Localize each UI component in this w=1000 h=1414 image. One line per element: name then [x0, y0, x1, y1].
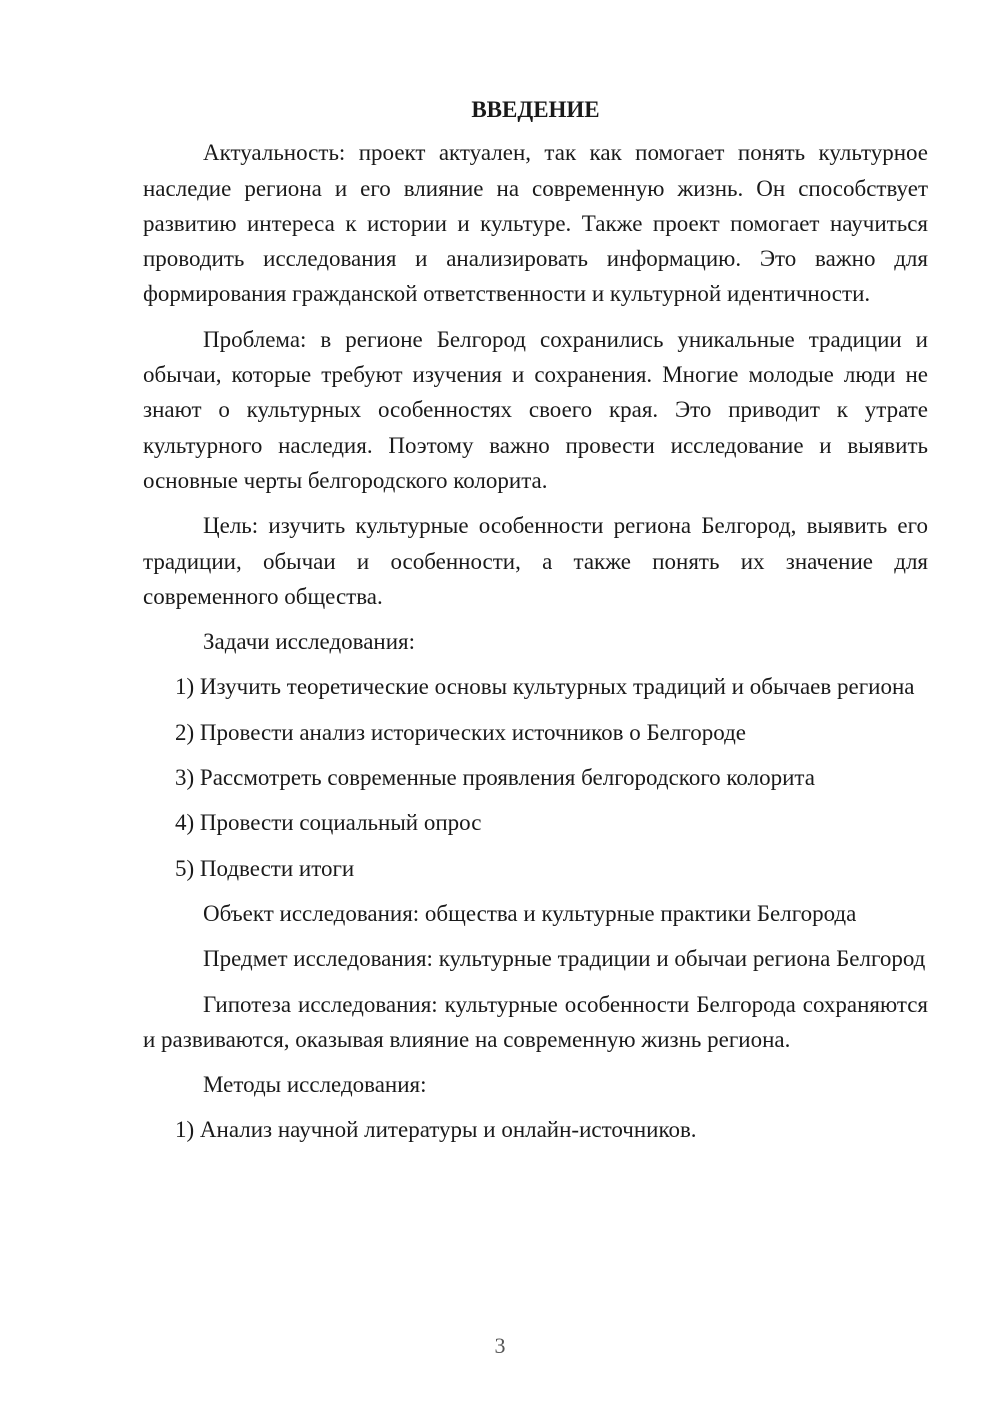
- relevance-paragraph: Актуальность: проект актуален, так как помогает понять культурное наследие региона и его влияние на современную жизнь. Он способствует развитию интереса к истории и культуре. Также проект помогает научиться проводить исследования и анализировать информацию. Это важно для формирования гражданской ответственности и культурной идентичности.: [143, 140, 928, 307]
- document-page: [143, 92, 928, 1158]
- section-title: ВВЕДЕНИЕ: [471, 97, 600, 122]
- task-item-5: 5) Подвести итоги: [175, 855, 355, 881]
- method-item-1: 1) Анализ научной литературы и онлайн-источников.: [175, 1117, 697, 1143]
- problem-paragraph: Проблема: в регионе Белгород сохранились уникальные традиции и обычаи, которые требуют изучения и сохранения. Многие молодые люди не знают о культурных особенностях своего края. Это приводит к утрате культурного наследия. Поэтому важно провести исследование и выявить основные черты белгородского колорита.: [143, 326, 928, 493]
- hypothesis-paragraph: Гипотеза исследования: культурные особенности Белгорода сохраняются и развиваются, оказывая влияние на современную жизнь региона.: [143, 991, 928, 1052]
- task-item-1: 1) Изучить теоретические основы культурных традиций и обычаев региона: [175, 674, 915, 700]
- task-item-3: 3) Рассмотреть современные проявления белгородского колорита: [175, 765, 815, 791]
- methods-heading: Методы исследования:: [203, 1072, 427, 1098]
- object-paragraph: Объект исследования: общества и культурные практики Белгорода: [203, 900, 857, 926]
- goal-paragraph: Цель: изучить культурные особенности региона Белгород, выявить его традиции, обычаи и особенности, а также понять их значение для современного общества.: [143, 513, 928, 609]
- page-number: 3: [494, 1333, 506, 1358]
- task-item-2: 2) Провести анализ исторических источников о Белгороде: [175, 719, 746, 745]
- task-item-4: 4) Провести социальный опрос: [175, 810, 482, 836]
- subject-paragraph: Предмет исследования: культурные традиции и обычаи региона Белгород: [203, 946, 926, 972]
- tasks-heading: Задачи исследования:: [203, 629, 416, 655]
